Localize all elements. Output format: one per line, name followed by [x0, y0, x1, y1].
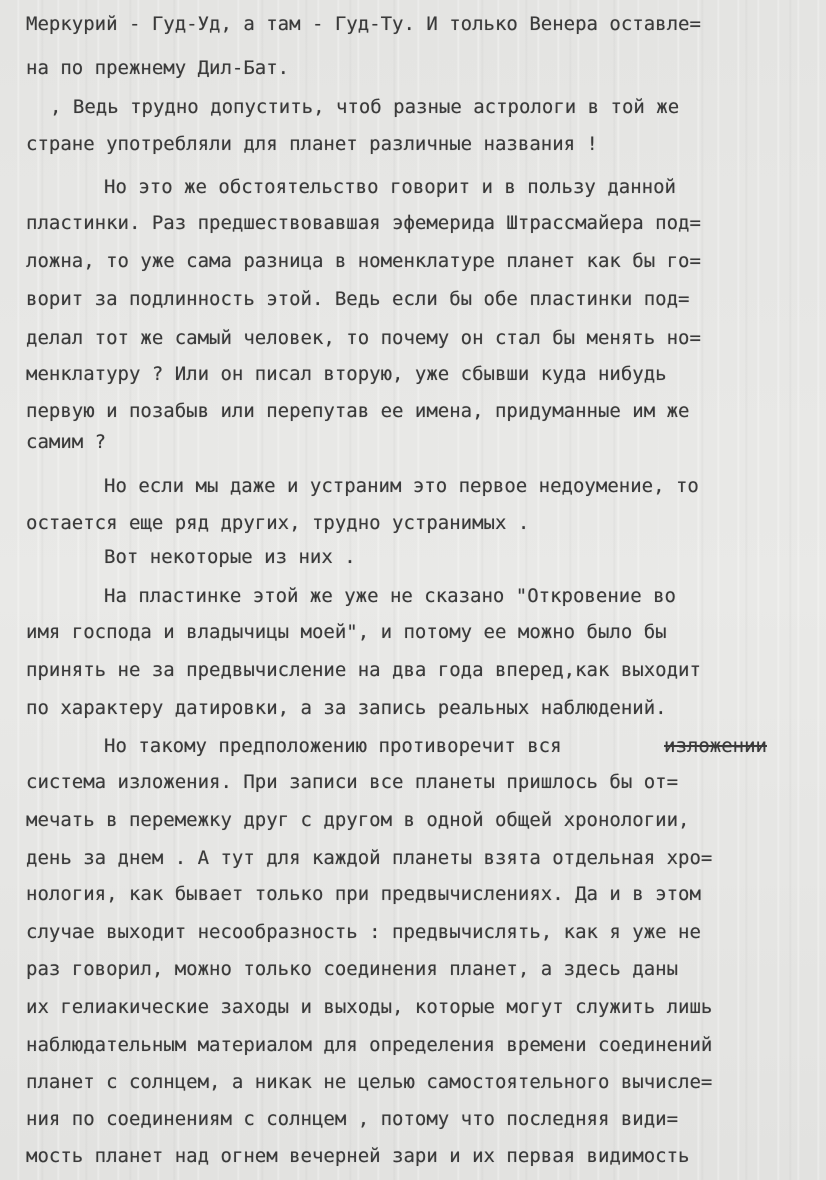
text-line: делал тот же самый человек, то почему он стал бы менять но=	[26, 327, 701, 349]
text-line: день за днем . А тут для каждой планеты взята отдельная хро=	[26, 847, 713, 869]
text-line: Но если мы даже и устраним это первое недоумение, то	[104, 475, 699, 497]
text-line: ворит за подлинность этой. Ведь если бы обе пластинки под=	[26, 288, 690, 310]
text-line: стране употребляли для планет различные названия !	[26, 133, 598, 155]
text-line: на по прежнему Дил-Бат.	[26, 57, 290, 79]
text-line: самим ?	[26, 431, 107, 453]
text-line: Но такому предположению противоречит вся	[104, 735, 562, 757]
text-line: наблюдательным материалом для определения времени соединений	[26, 1034, 713, 1056]
text-line: система изложения. При записи все планеты пришлось бы от=	[26, 771, 679, 793]
text-line: раз говорил, можно только соединения планет, а здесь даны	[26, 958, 679, 980]
text-line: пластинки. Раз предшествовавшая эфемерида Штрассмайера под=	[26, 212, 701, 234]
text-line: принять не за предвычисление на два года вперед,как выходит	[26, 659, 701, 681]
struck-out-word: изложении	[664, 735, 767, 757]
text-line: Вот некоторые из них .	[104, 546, 356, 568]
text-line: нология, как бывает только при предвычислениях. Да и в этом	[26, 883, 701, 905]
text-line: мечать в перемежку друг с другом в одной общей хронологии,	[26, 809, 690, 831]
text-line: планет с солнцем, а никак не целью самостоятельного вычисле=	[26, 1071, 713, 1093]
text-line: по характеру датировки, а за запись реальных наблюдений.	[26, 697, 667, 719]
text-line: остается еще ряд других, трудно устранимых .	[26, 512, 530, 534]
text-line: ния по соединениям с солнцем , потому что последняя види=	[26, 1108, 679, 1130]
text-line: случае выходит несообразность : предвычислять, как я уже не	[26, 921, 701, 943]
text-line: ложна, то уже сама разница в номенклатуре планет как бы го=	[26, 250, 701, 272]
text-line: мость планет над огнем вечерней зари и их первая видимость	[26, 1145, 690, 1167]
text-line: , Ведь трудно допустить, чтоб разные астрологи в той же	[50, 96, 680, 118]
text-line: менклатуру ? Или он писал вторую, уже сбывши куда нибудь	[26, 363, 667, 385]
text-line: Но это же обстоятельство говорит и в пользу данной	[104, 176, 676, 198]
text-line: их гелиакические заходы и выходы, которые могут служить лишь	[26, 996, 713, 1018]
text-line: Меркурий - Гуд-Уд, а там - Гуд-Ту. И только Венера оставле=	[26, 13, 701, 35]
text-line: На пластинке этой же уже не сказано "Откровение во	[104, 585, 676, 607]
text-line: имя господа и владычицы моей", и потому ее можно было бы	[26, 621, 667, 643]
text-line: первую и позабыв или перепутав ее имена, придуманные им же	[26, 400, 690, 422]
